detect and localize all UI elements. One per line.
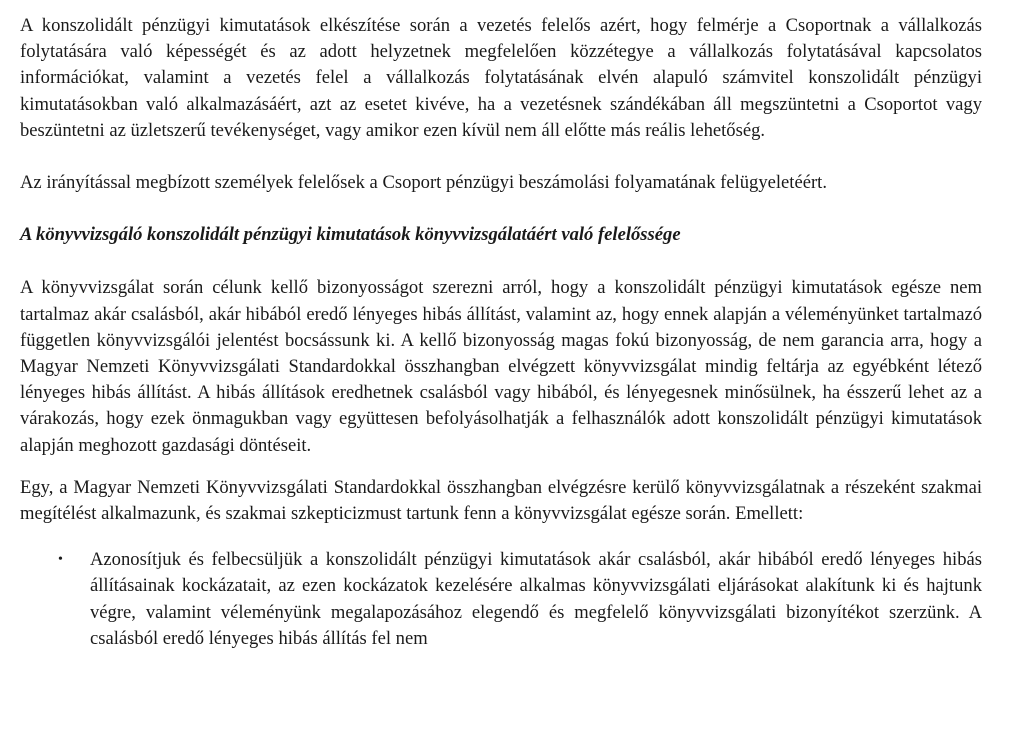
paragraph-audit-objective: A könyvvizsgálat során célunk kellő bizonyosságot szerezni arról, hogy a konszolidált pénzügyi kimutatások egésze nem tartalmaz akár csalásból, akár hibából eredő lényeges hibás állítást, valamint az, hogy ennek alapján a véleményünket tartalmazó független könyvvizsgálói jelentést bocsássunk ki. A kellő bizonyosság magas fokú bizonyosság, de nem garancia arra, hogy a Magyar Nemzeti Könyvvizsgálati Standardokkal összhangban elvégzett könyvvizsgálat mindig feltárja az egyébként létező lényeges hibás állítást. A hibás állítások eredhetnek csalásból vagy hibából, és lényegesnek minősülnek, ha ésszerű lehet az a várakozás, hogy ezek önmagukban vagy együttesen befolyásolhatják a felhasználók adott konszolidált pénzügyi kimutatások alapján meghozott gazdasági döntéseit. — [20, 277, 982, 456]
paragraph-governance: Az irányítással megbízott személyek felelősek a Csoport pénzügyi beszámolási folyamatának felügyeletéért. — [20, 172, 827, 194]
list-item — [20, 547, 982, 652]
bullet-icon: • — [58, 552, 63, 568]
list-item-text: Azonosítjuk és felbecsüljük a konszolidált pénzügyi kimutatások akár csalásból, akár hibából eredő lényeges hibás állításainak kockázatait, az ezen kockázatok kezelésére alkalmas könyvvizsgálati eljárásokat alakítunk ki és hajtunk végre, valamint véleményünk megalapozásához elegendő és megfelelő könyvvizsgálati bizonyítékot szerzünk. A csalásból eredő lényeges hibás állítás fel nem — [90, 549, 982, 649]
document-page — [20, 13, 982, 652]
paragraph-going-concern: A konszolidált pénzügyi kimutatások elkészítése során a vezetés felelős azért, hogy felmérje a Csoportnak a vállalkozás folytatására való képességét és az adott helyzetnek megfelelően közzétegye a vállalkozás folytatásával kapcsolatos információkat, valamint a vezetés felel a vállalkozás folytatásának elvén alapuló számvitel konszolidált pénzügyi kimutatásokban való alkalmazásáért, azt az esetet kivéve, ha a vezetésnek szándékában áll megszüntetni a Csoportot vagy beszüntetni az üzletszerű tevékenységet, vagy amikor ezen kívül nem áll előtte más reális lehetőség. — [20, 15, 982, 141]
paragraph-professional-judgement: Egy, a Magyar Nemzeti Könyvvizsgálati Standardokkal összhangban elvégzésre kerülő könyvvizsgálatnak a részeként szakmai megítélést alkalmazunk, és szakmai szkepticizmust tartunk fenn a könyvvizsgálat egésze során. Emellett: — [20, 476, 982, 525]
section-heading: A könyvvizsgáló konszolidált pénzügyi kimutatások könyvvizsgálatáért való felelőssége — [20, 224, 681, 246]
bullet-list — [20, 547, 982, 652]
